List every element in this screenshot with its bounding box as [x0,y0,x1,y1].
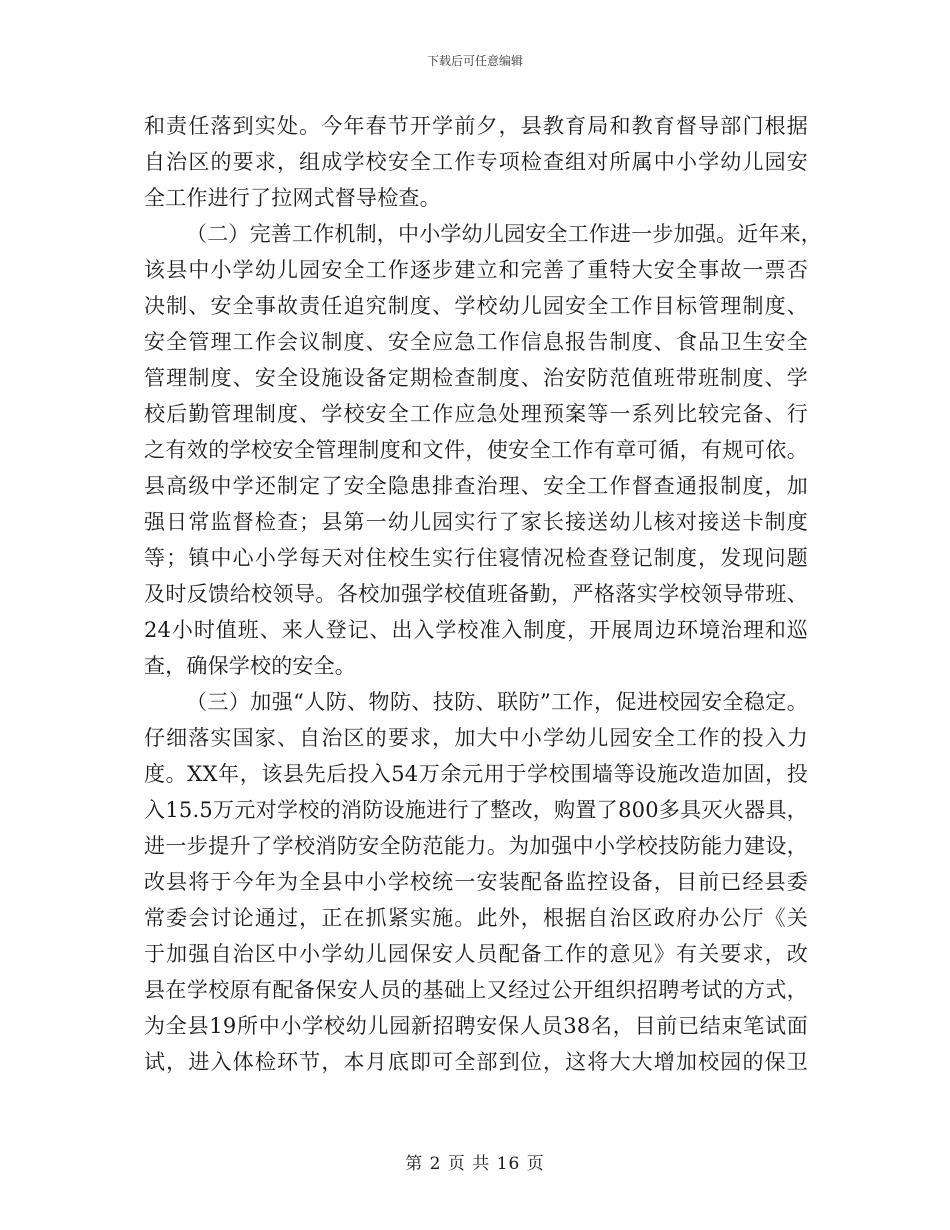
text-line: 常委会讨论通过，正在抓紧实施。此外，根据自治区政府办公厅《关 [144,906,808,930]
text-line: 强日常监督检查；县第一幼儿园实行了家长接送幼儿核对接送卡制度 [144,510,808,534]
text-line: 县在学校原有配备保安人员的基础上又经过公开组织招聘考试的方式， [144,978,808,1002]
text-line: 和责任落到实处。今年春节开学前夕，县教育局和教育督导部门根据 [144,114,808,138]
text-line: 为全县19所中小学校幼儿园新招聘安保人员38名，目前已结束笔试面 [144,1014,808,1038]
text-line: 改县将于今年为全县中小学校统一安装配备监控设备，目前已经县委 [144,870,808,894]
text-line: 及时反馈给校领导。各校加强学校值班备勤，严格落实学校领导带班、 [144,582,808,606]
text-line: 校后勤管理制度、学校安全工作应急处理预案等一系列比较完备、行 [144,402,808,426]
text-line: 进一步提升了学校消防安全防范能力。为加强中小学校技防能力建设， [144,834,808,858]
text-line: 之有效的学校安全管理制度和文件，使安全工作有章可循，有规可依。 [144,438,808,462]
text-line: 安全管理工作会议制度、安全应急工作信息报告制度、食品卫生安全 [144,330,808,354]
text-line: 于加强自治区中小学幼儿园保安人员配备工作的意见》有关要求，改 [144,942,808,966]
text-line: 仔细落实国家、自治区的要求，加大中小学幼儿园安全工作的投入力 [144,726,808,750]
text-line: 自治区的要求，组成学校安全工作专项检查组对所属中小学幼儿园安 [144,150,808,174]
paragraph-heading-line: （三）加强“人防、物防、技防、联防”工作，促进校园安全稳定。 [186,690,808,714]
paragraph-heading-line: （二）完善工作机制，中小学幼儿园安全工作进一步加强。近年来， [186,222,822,246]
text-line: 县高级中学还制定了安全隐患排查治理、安全工作督查通报制度，加 [144,474,808,498]
text-line: 查，确保学校的安全。 [144,654,356,678]
page-header: 下载后可任意编辑 [426,54,523,68]
text-line: 等；镇中心小学每天对住校生实行住寝情况检查登记制度，发现问题 [144,546,808,570]
text-line: 度。XX年，该县先后投入54万余元用于学校围墙等设施改造加固，投 [144,762,808,786]
page-number-footer: 第 2 页 共 16 页 [405,1154,545,1174]
document-body [144,108,822,1080]
text-line: 决制、安全事故责任追究制度、学校幼儿园安全工作目标管理制度、 [144,294,808,318]
text-line: 全工作进行了拉网式督导检查。 [144,186,441,210]
text-line: 试，进入体检环节，本月底即可全部到位，这将大大增加校园的保卫 [144,1050,808,1074]
text-line: 管理制度、安全设施设备定期检查制度、治安防范值班带班制度、学 [144,366,808,390]
text-line: 入15.5万元对学校的消防设施进行了整改，购置了800多具灭火器具， [144,798,808,822]
text-line: 24小时值班、来人登记、出入学校准入制度，开展周边环境治理和巡 [144,618,808,642]
text-line: 该县中小学幼儿园安全工作逐步建立和完善了重特大安全事故一票否 [144,258,808,282]
